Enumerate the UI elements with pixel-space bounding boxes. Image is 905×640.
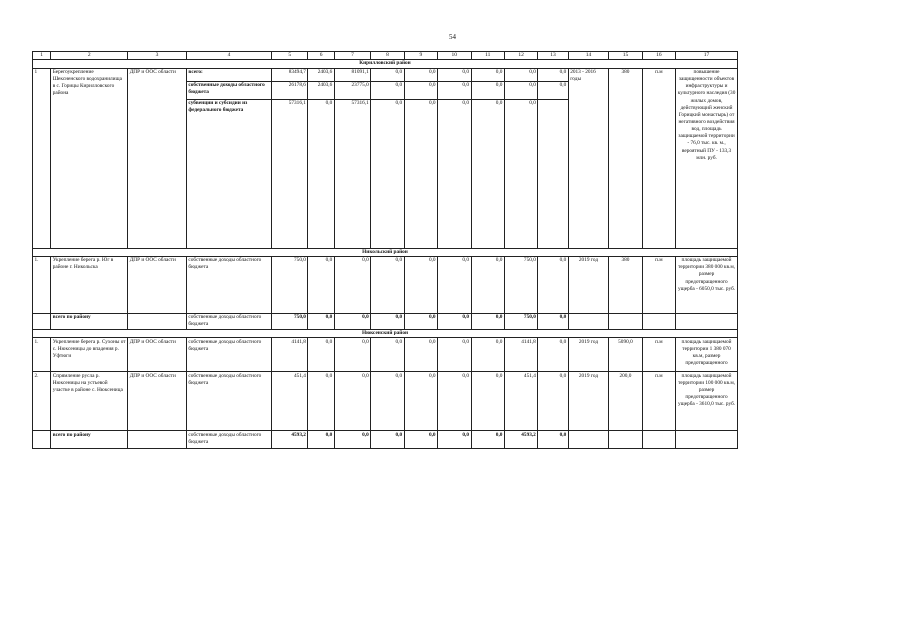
value-cell: 0,0 <box>472 69 504 82</box>
capacity: 380 <box>609 68 642 248</box>
value-cell: 0,0 <box>538 82 567 100</box>
unit: п.м <box>642 256 675 313</box>
value-cell: 0,0 <box>471 431 504 449</box>
row-number: 1. <box>33 256 51 313</box>
value-cell: 83494,7 <box>272 69 307 82</box>
value-cell: 0,0 <box>538 69 567 82</box>
executor: ДПР и ООС области <box>128 256 187 313</box>
value-cell: 4593,2 <box>504 431 537 449</box>
value-cell: 0,0 <box>308 372 334 431</box>
period: 2013 - 2016 годы <box>568 68 609 248</box>
value-cell: 0,0 <box>405 69 437 82</box>
value-cell: 0,0 <box>334 431 370 449</box>
value-cell: 0,0 <box>371 69 403 82</box>
value-cell: 0,0 <box>371 313 404 329</box>
value-cell: 0,0 <box>308 313 334 329</box>
value-cell: 4141,8 <box>504 338 537 372</box>
value-cell: 0,0 <box>471 372 504 431</box>
project-name: Берегоукрепление Шексненского водохранилища в с. Горицы Кирилловского района <box>51 68 128 248</box>
executor: ДПР и ООС области <box>128 372 187 431</box>
value-cell: 0,0 <box>471 313 504 329</box>
capacity: 5090,0 <box>609 338 642 372</box>
value-cell: 0,0 <box>371 431 404 449</box>
value-cell: 0,0 <box>371 372 404 431</box>
funding-source: всего: <box>187 69 271 82</box>
funding-source: собственные доходы областного бюджета <box>186 431 271 449</box>
funding-source: субвенции и субсидии из федерального бюджета <box>188 99 248 113</box>
value-cell: 0,0 <box>334 256 370 313</box>
value-cell: 0,0 <box>538 313 568 329</box>
column-number: 7 <box>334 52 370 60</box>
value-cell: 0,0 <box>438 313 471 329</box>
value-cell: 0,0 <box>495 99 503 106</box>
value-cell: 2403,6 <box>308 69 333 82</box>
region-header <box>33 329 738 337</box>
value-cell: 0,0 <box>404 256 437 313</box>
value-cell: 0,0 <box>334 313 370 329</box>
unit: п.м <box>642 372 675 431</box>
value-cell: 0,0 <box>428 99 436 106</box>
value-cell: 0,0 <box>308 338 334 372</box>
table-row <box>33 372 738 431</box>
region-header <box>33 60 738 68</box>
funding-source: собственные доходы областного бюджета <box>186 372 271 431</box>
column-number: 2 <box>51 52 128 60</box>
column-number: 4 <box>186 52 271 60</box>
region-name: Никольский район <box>33 248 738 256</box>
value-cell: 0,0 <box>334 372 370 431</box>
value-cell: 0,0 <box>404 338 437 372</box>
expected-result: площадь защищаемой территории 100 000 кв.м, размер предотвращенного ущерба - 3610,0 тыс. руб. <box>676 372 738 431</box>
value-cell: 0,0 <box>538 256 568 313</box>
value-cell: 0,0 <box>334 338 370 372</box>
table-row <box>33 68 738 248</box>
district-total-row <box>33 431 738 449</box>
column-number: 8 <box>371 52 404 60</box>
value-cell: 0,0 <box>529 99 536 106</box>
expected-result: повышение защищенности объектов инфраструктуры и культурного наследия (30 жилых домов, действующий женский Горицкий монастырь) от негативного воздействия вод, площадь защищаемой территории - 76,0 тыс. кв. м., вероятный ПУ - 133,3 млн. руб. <box>676 68 738 248</box>
unit: п.м <box>642 68 675 248</box>
column-number: 16 <box>642 52 675 60</box>
value-cell: 750,0 <box>272 256 308 313</box>
value-cell: 4593,2 <box>272 431 308 449</box>
project-name: Укрепление берега р. Юг в районе г. Никольска <box>51 256 128 313</box>
value-cell: 0,0 <box>538 338 568 372</box>
budget-table <box>32 51 738 449</box>
project-name: Укрепление берега р. Сухоны от с. Нюксеницы до впадения р. Уфтюги <box>51 338 128 372</box>
column-number: 5 <box>272 52 308 60</box>
value-cell: 0,0 <box>505 69 537 82</box>
funding-source: собственные доходы областного бюджета <box>186 313 271 329</box>
value-cell: 0,0 <box>438 372 471 431</box>
total-label: всего по району <box>51 431 128 449</box>
value-cell: 0,0 <box>404 313 437 329</box>
table-row <box>33 338 738 372</box>
value-cell: 0,0 <box>538 372 568 431</box>
value-cell: 0,0 <box>404 372 437 431</box>
value-cell: 0,0 <box>308 431 334 449</box>
value-cell: 0,0 <box>371 256 404 313</box>
value-cell: 0,0 <box>371 82 403 100</box>
value-cell: 750,0 <box>504 313 537 329</box>
value-cell: 0,0 <box>471 256 504 313</box>
value-cell <box>538 100 567 112</box>
column-number: 13 <box>538 52 568 60</box>
value-cell: 0,0 <box>438 431 471 449</box>
expected-result: площадь защищаемой территории 380 000 кв.м, размер предотвращенного ущерба - 6050,0 тыс. руб. <box>676 256 738 313</box>
value-cell: 451,4 <box>272 372 308 431</box>
column-number: 10 <box>438 52 471 60</box>
total-label: всего по району <box>51 313 128 329</box>
page-number: 54 <box>449 33 456 41</box>
value-cell: 0,0 <box>462 99 469 106</box>
funding-source: собственные доходы областного бюджета <box>186 338 271 372</box>
period: 2019 год <box>568 256 609 313</box>
value-cell: 0,0 <box>438 338 471 372</box>
value-cell: 0,0 <box>371 338 404 372</box>
value-cell: 0,0 <box>438 69 470 82</box>
column-number: 6 <box>308 52 334 60</box>
executor: ДПР и ООС области <box>128 68 187 248</box>
period: 2019 год <box>568 338 609 372</box>
value-cell: 0,0 <box>438 82 470 100</box>
value-cell: 81091,1 <box>335 69 370 82</box>
column-number: 14 <box>568 52 609 60</box>
value-cell: 451,4 <box>504 372 537 431</box>
region-header <box>33 248 738 256</box>
value-cell: 750,0 <box>272 313 308 329</box>
row-number: 1. <box>33 338 51 372</box>
period: 2019 год <box>568 372 609 431</box>
value-cell: 0,0 <box>325 99 333 106</box>
column-number: 9 <box>404 52 437 60</box>
funding-source: собственные доходы областного бюджета <box>186 256 271 313</box>
column-number: 1 <box>33 52 51 60</box>
value-cell: 0,0 <box>395 99 403 106</box>
value-cell: 2403,6 <box>308 82 333 100</box>
project-name: Спрямление русла р. Нюксеницы на устьевой участке в районе с. Нюксеница <box>51 372 128 431</box>
column-number: 17 <box>676 52 738 60</box>
column-number: 15 <box>609 52 642 60</box>
value-cell: 0,0 <box>472 82 504 100</box>
value-cell: 23775,0 <box>335 82 370 100</box>
column-number: 12 <box>504 52 537 60</box>
region-name: Кирилловский район <box>33 60 738 68</box>
value-cell: 0,0 <box>505 82 537 100</box>
capacity: 380 <box>609 256 642 313</box>
value-cell: 57316,1 <box>288 99 306 106</box>
value-cell: 0,0 <box>471 338 504 372</box>
value-cell: 57316,1 <box>351 99 369 106</box>
funding-source: собственные доходы областного бюджета <box>187 82 271 100</box>
row-number: 1 <box>33 68 51 248</box>
value-cell: 0,0 <box>405 82 437 100</box>
value-cell: 4141,8 <box>272 338 308 372</box>
column-number: 3 <box>128 52 187 60</box>
capacity: 200,0 <box>609 372 642 431</box>
region-name: Нюксенский район <box>33 329 738 337</box>
row-number: 2. <box>33 372 51 431</box>
unit: п.м <box>642 338 675 372</box>
district-total-row <box>33 313 738 329</box>
value-cell: 0,0 <box>404 431 437 449</box>
expected-result: площадь защищаемой территории 1 380 070 кв.м, размер предотвращенного <box>676 338 738 372</box>
executor: ДПР и ООС области <box>128 338 187 372</box>
value-cell: 0,0 <box>438 256 471 313</box>
value-cell: 0,0 <box>538 431 568 449</box>
column-number: 11 <box>471 52 504 60</box>
value-cell: 750,0 <box>504 256 537 313</box>
table-row <box>33 256 738 313</box>
column-number-row <box>33 52 738 60</box>
value-cell: 0,0 <box>308 256 334 313</box>
value-cell: 26178,6 <box>272 82 307 100</box>
